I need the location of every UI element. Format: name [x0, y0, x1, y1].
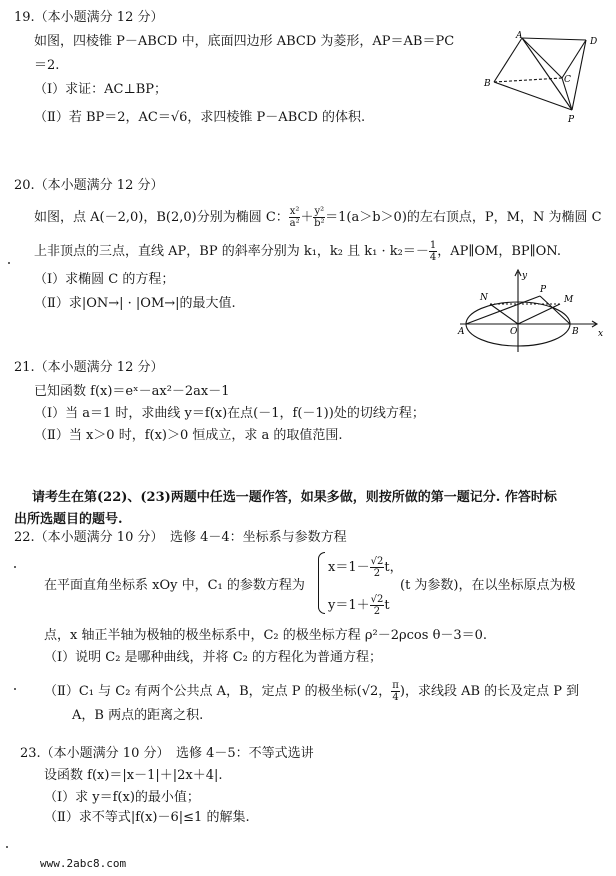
- q22-sys-y-b: t: [384, 598, 390, 613]
- ellipse-label-a: A: [458, 327, 465, 337]
- q21-header: 21.（本小题满分 12 分）: [14, 360, 164, 375]
- q20-stem-b: ＝1(a＞b＞0)的左右顶点，P，M，N 为椭圆 C: [325, 210, 602, 225]
- q20-part-2: （Ⅱ）求|ON→| · |OM→|的最大值.: [34, 296, 236, 311]
- q20-stem-line-1: [34, 206, 602, 229]
- q23-stem: 设函数 f(x)＝|x－1|＋|2x＋4|.: [44, 768, 223, 783]
- q21-part-2: （Ⅱ）当 x＞0 时，f(x)＞0 恒成立，求 a 的取值范围.: [34, 428, 343, 443]
- q22-part-2: [44, 680, 579, 703]
- q22-point-num: π: [392, 680, 399, 691]
- q22-sys-x-frac: [370, 556, 385, 579]
- q22-sys-y-num: √2: [370, 594, 384, 605]
- ellipse-label-m: M: [564, 295, 574, 305]
- q22-sys-y-a: y＝1＋: [328, 598, 370, 613]
- q20-frac-k-den: 4: [429, 252, 437, 263]
- scan-speck: [6, 846, 8, 848]
- q22-header: 22.（本小题满分 10 分） 选修 4－4：坐标系与参数方程: [14, 530, 347, 545]
- q22-part-2c: A，B 两点的距离之积.: [72, 708, 204, 723]
- q21-part-1: （Ⅰ）当 a＝1 时，求曲线 y＝f(x)在点(－1，f(－1))处的切线方程；: [34, 406, 425, 421]
- q22-sys-x-b: t，: [384, 560, 403, 575]
- ellipse-label-b: B: [572, 327, 579, 337]
- scan-speck: [14, 566, 16, 568]
- q21-stem: 已知函数 f(x)＝eˣ－ax²－2ax－1: [34, 384, 230, 399]
- scan-speck: [14, 688, 16, 690]
- q23-part-2: （Ⅱ）求不等式|f(x)－6|≤1 的解集.: [44, 810, 250, 825]
- q22-sys-x-num: √2: [370, 556, 384, 567]
- notice-line-2: 出所选题目的题号.: [14, 512, 123, 527]
- q22-param-note: (t 为参数)，在以坐标原点为极: [400, 578, 576, 593]
- scan-speck: [8, 262, 10, 264]
- pyramid-label-a: A: [516, 31, 523, 41]
- q22-point-den: 4: [392, 692, 399, 703]
- q20-part-1: （Ⅰ）求椭圆 C 的方程；: [34, 272, 175, 287]
- ellipse-label-o: O: [510, 327, 518, 337]
- q22-sys-y-den: 2: [373, 606, 381, 617]
- q20-stem-2a: 上非顶点的三点，直线 AP，BP 的斜率分别为 k₁，k₂ 且 k₁ · k₂＝－: [34, 244, 429, 259]
- notice-line-1: 请考生在第(22)、(23)两题中任选一题作答，如果多做，则按所做的第一题记分. 作答时标: [32, 490, 557, 505]
- q20-frac-y: [313, 206, 325, 229]
- q23-header: 23.（本小题满分 10 分） 选修 4－5：不等式选讲: [20, 746, 314, 761]
- q19-part-2: （Ⅱ）若 BP＝2，AC＝√6，求四棱锥 P－ABCD 的体积.: [34, 110, 366, 125]
- q19-header: 19.（本小题满分 12 分）: [14, 10, 164, 25]
- q20-frac-k-num: 1: [429, 240, 437, 251]
- q22-part-1: （Ⅰ）说明 C₂ 是哪种曲线，并将 C₂ 的方程化为普通方程；: [44, 650, 382, 665]
- ellipse-figure: [456, 266, 606, 354]
- q22-point-frac: [391, 680, 400, 703]
- pyramid-figure: [482, 30, 608, 126]
- q23-part-1: （Ⅰ）求 y＝f(x)的最小值；: [44, 790, 200, 805]
- q22-sys-x-a: x＝1－: [328, 560, 370, 575]
- q22-sys-x-den: 2: [373, 568, 381, 579]
- q20-frac-k: [429, 240, 437, 263]
- q20-stem-line-2: [34, 240, 561, 263]
- q20-stem-2b: ，AP∥OM，BP∥ON.: [437, 244, 561, 259]
- ellipse-label-x: x: [598, 329, 604, 339]
- pyramid-label-p: P: [568, 115, 575, 125]
- q20-frac-y-num: y²: [314, 206, 325, 217]
- q20-frac-x: [289, 206, 301, 229]
- q19-stem-line-2: ＝2.: [34, 58, 60, 73]
- site-watermark: www.2abc8.com: [40, 857, 127, 870]
- q22-sys-y-frac: [370, 594, 385, 617]
- q20-frac-x-den: a²: [289, 218, 300, 229]
- q22-part-2b: ，求线段 AB 的长及定点 P 到: [404, 684, 580, 699]
- q20-header: 20.（本小题满分 12 分）: [14, 178, 164, 193]
- q20-plus: ＋: [300, 210, 314, 225]
- q22-part-2a: （Ⅱ）C₁ 与 C₂ 有两个公共点 A，B，定点 P 的极坐标: [44, 684, 357, 699]
- q20-frac-x-num: x²: [289, 206, 300, 217]
- q22-stem-a: 在平面直角坐标系 xOy 中，C₁ 的参数方程为: [44, 578, 305, 593]
- q22-system-row-x: [328, 556, 403, 579]
- ellipse-label-y: y: [522, 271, 528, 281]
- q20-frac-y-den: b²: [314, 218, 325, 229]
- ellipse-label-p: P: [540, 285, 547, 295]
- q22-stem-line-2: 点，x 轴正半轴为极轴的极坐标系中，C₂ 的极坐标方程 ρ²－2ρcos θ－3＝0.: [44, 628, 488, 643]
- pyramid-label-b: B: [484, 79, 491, 89]
- pyramid-label-d: D: [590, 37, 598, 47]
- q22-point-open: (√2，: [356, 684, 392, 699]
- ellipse-label-n: N: [480, 293, 488, 303]
- q19-part-1: （Ⅰ）求证：AC⊥BP；: [34, 82, 167, 97]
- q22-system-row-y: [328, 594, 390, 617]
- q20-stem-a: 如图，点 A(－2,0)，B(2,0)分别为椭圆 C：: [34, 210, 289, 225]
- q22-system-brace: [318, 552, 325, 614]
- pyramid-label-c: C: [564, 75, 571, 85]
- q22-point-close: ): [399, 684, 405, 699]
- q19-stem-line-1: 如图，四棱锥 P－ABCD 中，底面四边形 ABCD 为菱形，AP＝AB＝PC: [34, 34, 455, 49]
